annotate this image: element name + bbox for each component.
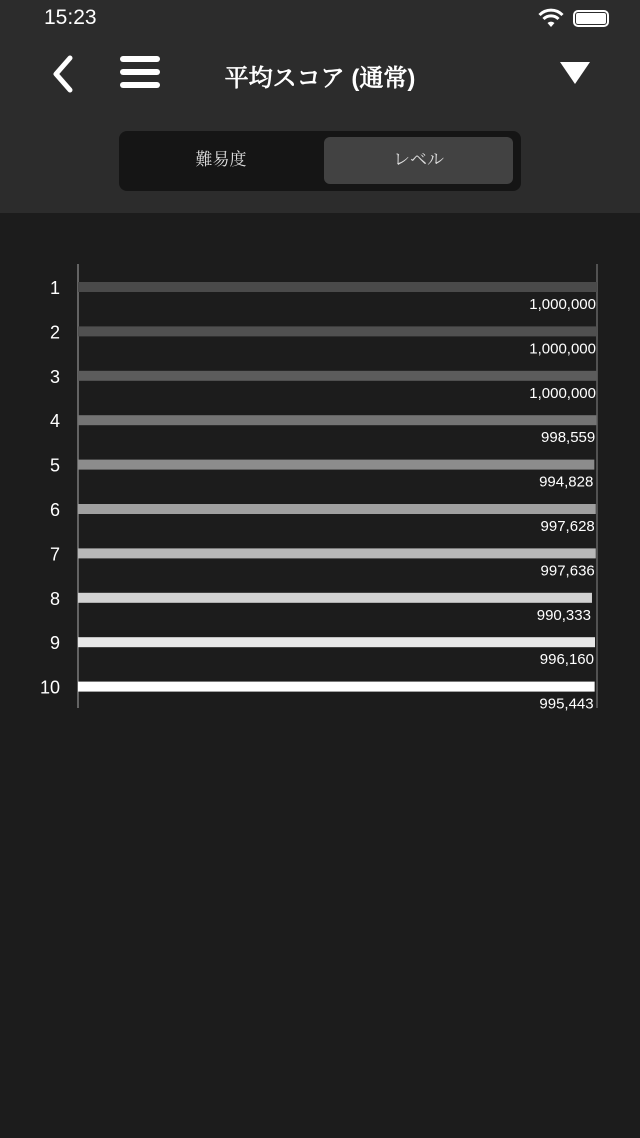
value-label: 997,636: [540, 562, 595, 580]
category-label: 1: [49, 278, 60, 298]
battery-icon: [573, 10, 609, 27]
category-label: 9: [49, 633, 60, 654]
bar: [78, 637, 595, 647]
value-label: 995,443: [539, 695, 594, 713]
category-label: 2: [49, 322, 60, 343]
value-label: 994,828: [539, 473, 594, 491]
nav-bar: [0, 40, 640, 104]
value-label: 990,333: [536, 606, 591, 624]
value-label: 997,628: [540, 518, 595, 535]
status-time: 15:23: [44, 6, 97, 29]
bar: [78, 460, 594, 470]
value-label: 1,000,000: [529, 384, 596, 402]
bar: [78, 593, 592, 603]
score-bar-chart: [0, 250, 640, 720]
category-label: 7: [49, 544, 60, 565]
value-label: 1,000,000: [529, 340, 596, 358]
category-label: 6: [49, 500, 60, 520]
category-label: 10: [39, 677, 60, 698]
segmented-control: [119, 131, 521, 191]
page-title: 平均スコア (通常): [224, 65, 416, 92]
category-label: 3: [49, 366, 60, 387]
value-label: 1,000,000: [529, 296, 596, 313]
value-label: 996,160: [539, 651, 595, 669]
bar: [78, 415, 596, 425]
bar: [78, 371, 597, 381]
status-bar: [0, 0, 640, 38]
bar: [78, 682, 595, 692]
category-label: 8: [49, 588, 60, 609]
bar: [78, 326, 597, 336]
bar: [78, 282, 597, 292]
category-label: 5: [49, 455, 60, 476]
segment-level[interactable]: レベル: [324, 137, 513, 184]
header: [0, 0, 640, 213]
segment-difficulty[interactable]: 難易度: [195, 150, 247, 170]
wifi-icon: [538, 8, 564, 28]
dropdown-triangle-button[interactable]: [560, 62, 590, 84]
category-label: 4: [49, 411, 60, 432]
bar: [78, 548, 596, 558]
value-label: 998,559: [541, 429, 596, 447]
bar: [78, 504, 596, 514]
